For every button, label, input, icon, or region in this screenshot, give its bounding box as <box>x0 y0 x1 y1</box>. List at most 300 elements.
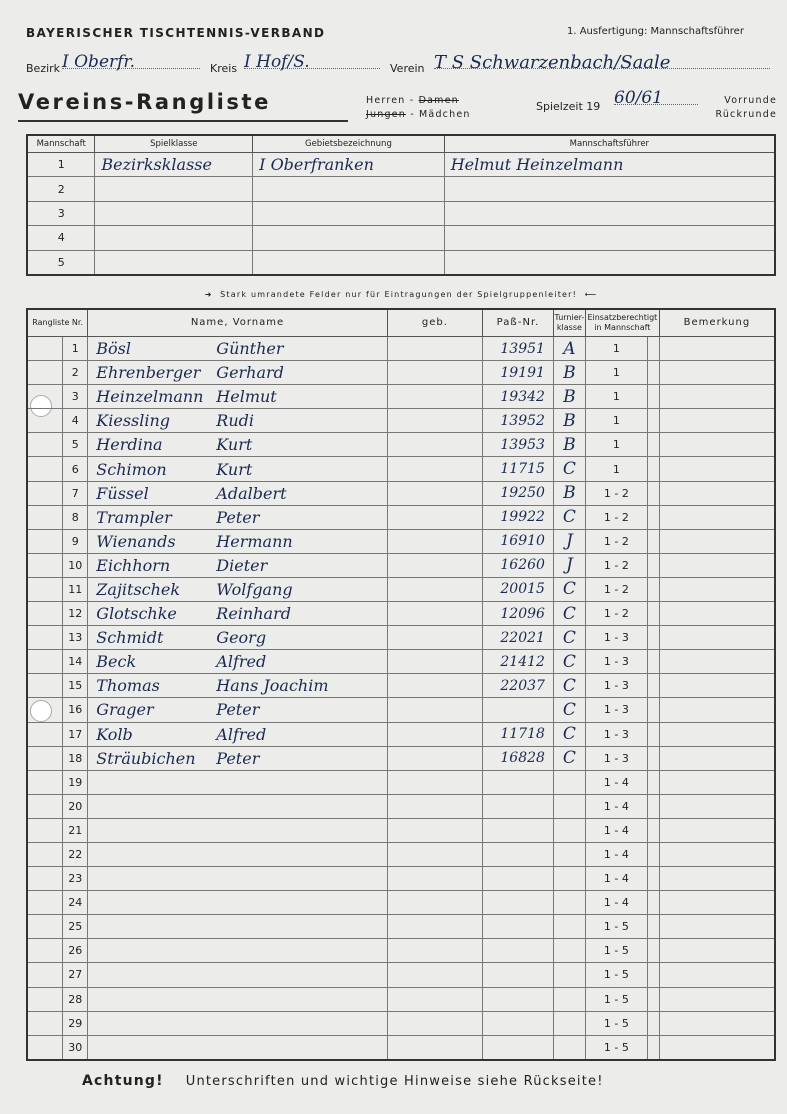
pass-number-cell[interactable]: 13951 <box>483 337 554 361</box>
rank-row <box>27 481 775 505</box>
einsatz-extra-cell <box>647 553 659 577</box>
rank-number: 22 <box>63 842 88 866</box>
bemerkung-cell[interactable] <box>659 698 775 722</box>
rank-number: 2 <box>63 361 88 385</box>
team-gebiet-cell[interactable] <box>253 250 445 275</box>
rank-row <box>27 602 775 626</box>
rank-number: 26 <box>63 939 88 963</box>
geb-cell[interactable] <box>387 770 482 794</box>
player-name-cell[interactable] <box>88 457 387 481</box>
einsatz-cell: 1 <box>585 457 647 481</box>
bezirk-field[interactable]: I Oberfr. <box>62 52 200 69</box>
footer-warning: Achtung! <box>82 1073 164 1089</box>
player-last-name: Grager <box>96 700 154 720</box>
player-first-name: Peter <box>216 507 260 527</box>
rank-row <box>27 553 775 577</box>
einsatz-cell: 1 - 5 <box>585 1035 647 1060</box>
rank-number: 20 <box>63 794 88 818</box>
turnierklasse-cell[interactable]: C <box>553 722 585 746</box>
rank-number: 4 <box>63 409 88 433</box>
rank-row <box>27 361 775 385</box>
player-name-cell[interactable] <box>88 674 387 698</box>
instruction-text: Stark umrandete Felder nur für Eintragungen der Spielgruppenleiter! <box>220 290 578 299</box>
turnierklasse-cell[interactable]: C <box>553 577 585 601</box>
turnierklasse-cell[interactable] <box>553 818 585 842</box>
player-name-cell[interactable] <box>88 963 387 987</box>
rank-number: 27 <box>63 963 88 987</box>
pass-number-cell[interactable]: 20015 <box>483 577 554 601</box>
geb-cell[interactable] <box>387 818 482 842</box>
player-last-name: Thomas <box>96 676 160 696</box>
rank-number: 8 <box>63 505 88 529</box>
rank-row <box>27 577 775 601</box>
player-name-cell[interactable] <box>88 529 387 553</box>
pass-number-cell[interactable] <box>483 939 554 963</box>
bemerkung-cell[interactable] <box>659 939 775 963</box>
bemerkung-cell[interactable] <box>659 818 775 842</box>
einsatz-cell: 1 - 3 <box>585 746 647 770</box>
geb-cell[interactable] <box>387 891 482 915</box>
pass-number-cell[interactable]: 11718 <box>483 722 554 746</box>
col-rangliste: Rangliste Nr. <box>27 309 88 337</box>
team-spielklasse-cell[interactable] <box>95 201 253 225</box>
rank-row <box>27 939 775 963</box>
team-row <box>27 153 775 177</box>
player-name-cell[interactable] <box>88 505 387 529</box>
player-name-cell[interactable] <box>88 1035 387 1060</box>
pass-number-cell[interactable] <box>483 987 554 1011</box>
bemerkung-cell[interactable] <box>659 963 775 987</box>
title-underline <box>18 120 348 122</box>
geb-cell[interactable] <box>387 433 482 457</box>
pass-number-cell[interactable]: 19922 <box>483 505 554 529</box>
bemerkung-cell[interactable] <box>659 770 775 794</box>
geb-cell[interactable] <box>387 867 482 891</box>
rank-blank-cell <box>27 626 63 650</box>
player-name-cell[interactable] <box>88 842 387 866</box>
player-name-cell[interactable] <box>88 577 387 601</box>
bemerkung-cell[interactable] <box>659 529 775 553</box>
einsatz-extra-cell <box>647 867 659 891</box>
team-row <box>27 177 775 201</box>
rank-blank-cell <box>27 891 63 915</box>
copy-note: 1. Ausfertigung: Mannschaftsführer <box>567 26 744 37</box>
rank-blank-cell <box>27 385 63 409</box>
geb-cell[interactable] <box>387 842 482 866</box>
geb-cell[interactable] <box>387 915 482 939</box>
turnierklasse-cell[interactable]: C <box>553 674 585 698</box>
einsatz-extra-cell <box>647 939 659 963</box>
geb-cell[interactable] <box>387 409 482 433</box>
geb-cell[interactable] <box>387 698 482 722</box>
turnierklasse-cell[interactable] <box>553 1011 585 1035</box>
player-name-cell[interactable] <box>88 1011 387 1035</box>
einsatz-extra-cell <box>647 770 659 794</box>
turnierklasse-cell[interactable]: A <box>553 337 585 361</box>
rank-number: 18 <box>63 746 88 770</box>
rank-blank-cell <box>27 794 63 818</box>
rank-row <box>27 818 775 842</box>
pass-number-cell[interactable] <box>483 698 554 722</box>
player-name-cell[interactable] <box>88 626 387 650</box>
geb-cell[interactable] <box>387 385 482 409</box>
player-name-cell[interactable] <box>88 361 387 385</box>
player-last-name: Glotschke <box>96 604 177 624</box>
turnierklasse-cell[interactable]: C <box>553 602 585 626</box>
rank-number: 28 <box>63 987 88 1011</box>
geb-cell[interactable] <box>387 553 482 577</box>
bemerkung-cell[interactable] <box>659 577 775 601</box>
einsatz-extra-cell <box>647 361 659 385</box>
bemerkung-cell[interactable] <box>659 361 775 385</box>
turnierklasse-cell[interactable] <box>553 867 585 891</box>
turnierklasse-cell[interactable] <box>553 987 585 1011</box>
rank-blank-cell <box>27 650 63 674</box>
player-name-cell[interactable] <box>88 794 387 818</box>
player-last-name: Schmidt <box>96 628 164 648</box>
bemerkung-cell[interactable] <box>659 794 775 818</box>
bemerkung-cell[interactable] <box>659 891 775 915</box>
einsatz-cell: 1 - 2 <box>585 602 647 626</box>
player-first-name: Hermann <box>216 531 293 551</box>
geb-cell[interactable] <box>387 457 482 481</box>
turnierklasse-cell[interactable]: C <box>553 457 585 481</box>
turnierklasse-cell[interactable]: J <box>553 553 585 577</box>
team-number: 4 <box>27 226 95 250</box>
col-name: Name, Vorname <box>88 309 387 337</box>
bemerkung-cell[interactable] <box>659 867 775 891</box>
geb-cell[interactable] <box>387 987 482 1011</box>
rank-blank-cell <box>27 987 63 1011</box>
einsatz-extra-cell <box>647 457 659 481</box>
player-name-cell[interactable] <box>88 409 387 433</box>
turnierklasse-cell[interactable]: B <box>553 361 585 385</box>
turnierklasse-cell[interactable] <box>553 1035 585 1060</box>
turnierklasse-cell[interactable]: B <box>553 409 585 433</box>
rank-number: 3 <box>63 385 88 409</box>
bemerkung-cell[interactable] <box>659 385 775 409</box>
player-name-cell[interactable] <box>88 770 387 794</box>
geb-cell[interactable] <box>387 939 482 963</box>
einsatz-extra-cell <box>647 433 659 457</box>
bemerkung-cell[interactable] <box>659 1035 775 1060</box>
pass-number-cell[interactable] <box>483 842 554 866</box>
rank-row <box>27 770 775 794</box>
player-name-cell[interactable] <box>88 481 387 505</box>
footer-text: Unterschriften und wichtige Hinweise siehe Rückseite! <box>185 1074 604 1089</box>
einsatz-extra-cell <box>647 337 659 361</box>
turnierklasse-cell[interactable] <box>553 915 585 939</box>
pass-number-cell[interactable] <box>483 915 554 939</box>
einsatz-cell: 1 <box>585 385 647 409</box>
einsatz-extra-cell <box>647 674 659 698</box>
pass-number-cell[interactable] <box>483 1035 554 1060</box>
geb-cell[interactable] <box>387 529 482 553</box>
team-fuehrer-cell[interactable] <box>444 177 775 201</box>
pass-number-cell[interactable] <box>483 867 554 891</box>
team-row <box>27 201 775 225</box>
team-fuehrer-cell[interactable] <box>444 250 775 275</box>
player-last-name: Kiessling <box>96 411 171 431</box>
pass-number-cell[interactable]: 19191 <box>483 361 554 385</box>
player-name-cell[interactable] <box>88 722 387 746</box>
einsatz-cell: 1 - 4 <box>585 867 647 891</box>
rank-row <box>27 626 775 650</box>
einsatz-extra-cell <box>647 891 659 915</box>
geb-cell[interactable] <box>387 1011 482 1035</box>
bemerkung-cell[interactable] <box>659 481 775 505</box>
pass-number-cell[interactable]: 16828 <box>483 746 554 770</box>
player-last-name: Wienands <box>96 531 176 551</box>
pass-number-cell[interactable]: 21412 <box>483 650 554 674</box>
col-mannschaftsfuehrer: Mannschaftsführer <box>444 135 775 153</box>
player-name-cell[interactable] <box>88 602 387 626</box>
geb-cell[interactable] <box>387 722 482 746</box>
turnierklasse-cell[interactable] <box>553 963 585 987</box>
rank-blank-cell <box>27 457 63 481</box>
pass-number-cell[interactable]: 19342 <box>483 385 554 409</box>
team-fuehrer-cell[interactable]: Helmut Heinzelmann <box>444 153 775 177</box>
rank-number: 25 <box>63 915 88 939</box>
rank-number: 5 <box>63 433 88 457</box>
player-name-cell[interactable] <box>88 746 387 770</box>
rank-number: 14 <box>63 650 88 674</box>
einsatz-cell: 1 - 4 <box>585 891 647 915</box>
player-name-cell[interactable] <box>88 915 387 939</box>
player-first-name: Reinhard <box>216 604 291 624</box>
turnierklasse-cell[interactable]: B <box>553 481 585 505</box>
pass-number-cell[interactable]: 22021 <box>483 626 554 650</box>
geb-cell[interactable] <box>387 337 482 361</box>
einsatz-cell: 1 - 5 <box>585 987 647 1011</box>
geb-cell[interactable] <box>387 626 482 650</box>
turnierklasse-cell[interactable]: J <box>553 529 585 553</box>
instruction-note: ➜ Stark umrandete Felder nur für Eintragungen der Spielgruppenleiter! ⟵ <box>204 290 598 299</box>
pass-number-cell[interactable]: 11715 <box>483 457 554 481</box>
player-name-cell[interactable] <box>88 385 387 409</box>
pass-number-cell[interactable]: 12096 <box>483 602 554 626</box>
rank-blank-cell <box>27 409 63 433</box>
einsatz-extra-cell <box>647 698 659 722</box>
season-field[interactable]: 60/61 <box>614 88 698 105</box>
pass-number-cell[interactable]: 16260 <box>483 553 554 577</box>
bemerkung-cell[interactable] <box>659 915 775 939</box>
player-name-cell[interactable] <box>88 433 387 457</box>
rank-row <box>27 674 775 698</box>
player-name-cell[interactable] <box>88 553 387 577</box>
player-last-name: Ehrenberger <box>96 363 201 383</box>
bemerkung-cell[interactable] <box>659 650 775 674</box>
pass-number-cell[interactable] <box>483 963 554 987</box>
team-fuehrer-cell[interactable] <box>444 201 775 225</box>
einsatz-extra-cell <box>647 746 659 770</box>
rank-row <box>27 722 775 746</box>
kreis-field[interactable]: I Hof/S. <box>244 52 380 69</box>
page-title: Vereins-Rangliste <box>18 90 272 114</box>
rank-number: 6 <box>63 457 88 481</box>
rank-blank-cell <box>27 433 63 457</box>
turnierklasse-cell[interactable]: C <box>553 650 585 674</box>
pass-number-cell[interactable]: 19250 <box>483 481 554 505</box>
team-spielklasse-cell[interactable] <box>95 226 253 250</box>
geb-cell[interactable] <box>387 746 482 770</box>
player-name-cell[interactable] <box>88 891 387 915</box>
player-last-name: Herdina <box>96 435 163 455</box>
rank-number: 15 <box>63 674 88 698</box>
rank-row <box>27 794 775 818</box>
team-gebiet-cell[interactable]: I Oberfranken <box>253 153 445 177</box>
turnierklasse-cell[interactable]: C <box>553 746 585 770</box>
pass-number-cell[interactable]: 13953 <box>483 433 554 457</box>
pass-number-cell[interactable]: 22037 <box>483 674 554 698</box>
einsatz-extra-cell <box>647 722 659 746</box>
pass-number-cell[interactable]: 16910 <box>483 529 554 553</box>
bemerkung-cell[interactable] <box>659 1011 775 1035</box>
einsatz-cell: 1 <box>585 361 647 385</box>
player-last-name: Kolb <box>96 724 133 744</box>
rank-number: 30 <box>63 1035 88 1060</box>
player-name-cell[interactable] <box>88 867 387 891</box>
turnierklasse-cell[interactable]: C <box>553 626 585 650</box>
player-name-cell[interactable] <box>88 818 387 842</box>
player-name-cell[interactable] <box>88 939 387 963</box>
einsatz-extra-cell <box>647 577 659 601</box>
geb-cell[interactable] <box>387 481 482 505</box>
player-first-name: Kurt <box>216 459 253 479</box>
bemerkung-cell[interactable] <box>659 433 775 457</box>
player-name-cell[interactable] <box>88 987 387 1011</box>
einsatz-extra-cell <box>647 987 659 1011</box>
turnierklasse-cell[interactable]: C <box>553 505 585 529</box>
turnierklasse-cell[interactable] <box>553 891 585 915</box>
pass-number-cell[interactable]: 13952 <box>483 409 554 433</box>
einsatz-extra-cell <box>647 794 659 818</box>
player-name-cell[interactable] <box>88 337 387 361</box>
pass-number-cell[interactable] <box>483 818 554 842</box>
player-last-name: Eichhorn <box>96 555 171 575</box>
pass-number-cell[interactable] <box>483 891 554 915</box>
turnierklasse-cell[interactable] <box>553 794 585 818</box>
bemerkung-cell[interactable] <box>659 674 775 698</box>
rank-row <box>27 1035 775 1060</box>
teams-table <box>26 134 776 276</box>
pass-number-cell[interactable] <box>483 794 554 818</box>
turnierklasse-cell[interactable] <box>553 939 585 963</box>
team-gebiet-cell[interactable] <box>253 201 445 225</box>
einsatz-cell: 1 - 2 <box>585 505 647 529</box>
team-spielklasse-cell[interactable] <box>95 177 253 201</box>
rank-number: 7 <box>63 481 88 505</box>
category-jungen: Jungen <box>366 109 406 120</box>
geb-cell[interactable] <box>387 794 482 818</box>
bemerkung-cell[interactable] <box>659 722 775 746</box>
einsatz-cell: 1 - 3 <box>585 698 647 722</box>
geb-cell[interactable] <box>387 963 482 987</box>
bemerkung-cell[interactable] <box>659 602 775 626</box>
player-name-cell[interactable] <box>88 698 387 722</box>
player-first-name: Gerhard <box>216 363 284 383</box>
bemerkung-cell[interactable] <box>659 505 775 529</box>
team-row <box>27 250 775 275</box>
player-last-name: Bösl <box>96 339 131 359</box>
col-spielklasse: Spielklasse <box>95 135 253 153</box>
bemerkung-cell[interactable] <box>659 746 775 770</box>
rank-blank-cell <box>27 722 63 746</box>
team-spielklasse-cell[interactable] <box>95 250 253 275</box>
geb-cell[interactable] <box>387 577 482 601</box>
player-first-name: Adalbert <box>216 483 287 503</box>
bemerkung-cell[interactable] <box>659 626 775 650</box>
geb-cell[interactable] <box>387 505 482 529</box>
turnierklasse-cell[interactable]: B <box>553 433 585 457</box>
player-first-name: Alfred <box>216 724 267 744</box>
turnierklasse-cell[interactable] <box>553 842 585 866</box>
team-number: 5 <box>27 250 95 275</box>
rank-row <box>27 842 775 866</box>
rank-blank-cell <box>27 770 63 794</box>
player-name-cell[interactable] <box>88 650 387 674</box>
geb-cell[interactable] <box>387 650 482 674</box>
rank-row <box>27 963 775 987</box>
einsatz-cell: 1 - 5 <box>585 963 647 987</box>
player-last-name: Heinzelmann <box>96 387 204 407</box>
turnierklasse-cell[interactable] <box>553 770 585 794</box>
verein-field[interactable]: T S Schwarzenbach/Saale <box>434 52 770 69</box>
rank-blank-cell <box>27 674 63 698</box>
pass-number-cell[interactable] <box>483 1011 554 1035</box>
rank-row <box>27 433 775 457</box>
geb-cell[interactable] <box>387 361 482 385</box>
rank-blank-cell <box>27 818 63 842</box>
team-gebiet-cell[interactable] <box>253 177 445 201</box>
player-last-name: Füssel <box>96 483 149 503</box>
player-last-name: Zajitschek <box>96 579 181 599</box>
einsatz-cell: 1 - 4 <box>585 770 647 794</box>
turnierklasse-cell[interactable]: B <box>553 385 585 409</box>
rank-blank-cell <box>27 939 63 963</box>
turnierklasse-cell[interactable]: C <box>553 698 585 722</box>
bemerkung-cell[interactable] <box>659 409 775 433</box>
einsatz-cell: 1 - 5 <box>585 1011 647 1035</box>
col-mannschaft: Mannschaft <box>27 135 95 153</box>
einsatz-extra-cell <box>647 626 659 650</box>
geb-cell[interactable] <box>387 674 482 698</box>
col-bemerkung: Bemerkung <box>659 309 775 337</box>
rank-number: 17 <box>63 722 88 746</box>
bemerkung-cell[interactable] <box>659 553 775 577</box>
rank-blank-cell <box>27 361 63 385</box>
bemerkung-cell[interactable] <box>659 457 775 481</box>
geb-cell[interactable] <box>387 602 482 626</box>
einsatz-cell: 1 - 4 <box>585 818 647 842</box>
bemerkung-cell[interactable] <box>659 987 775 1011</box>
verein-label: Verein <box>390 62 425 75</box>
team-spielklasse-cell[interactable]: Bezirksklasse <box>95 153 253 177</box>
player-last-name: Beck <box>96 652 137 672</box>
rank-row <box>27 915 775 939</box>
pass-number-cell[interactable] <box>483 770 554 794</box>
geb-cell[interactable] <box>387 1035 482 1060</box>
player-first-name: Günther <box>216 339 284 359</box>
rank-number: 12 <box>63 602 88 626</box>
bemerkung-cell[interactable] <box>659 337 775 361</box>
einsatz-extra-cell <box>647 409 659 433</box>
team-fuehrer-cell[interactable] <box>444 226 775 250</box>
bemerkung-cell[interactable] <box>659 842 775 866</box>
team-gebiet-cell[interactable] <box>253 226 445 250</box>
einsatz-cell: 1 - 5 <box>585 939 647 963</box>
einsatz-cell: 1 - 4 <box>585 842 647 866</box>
